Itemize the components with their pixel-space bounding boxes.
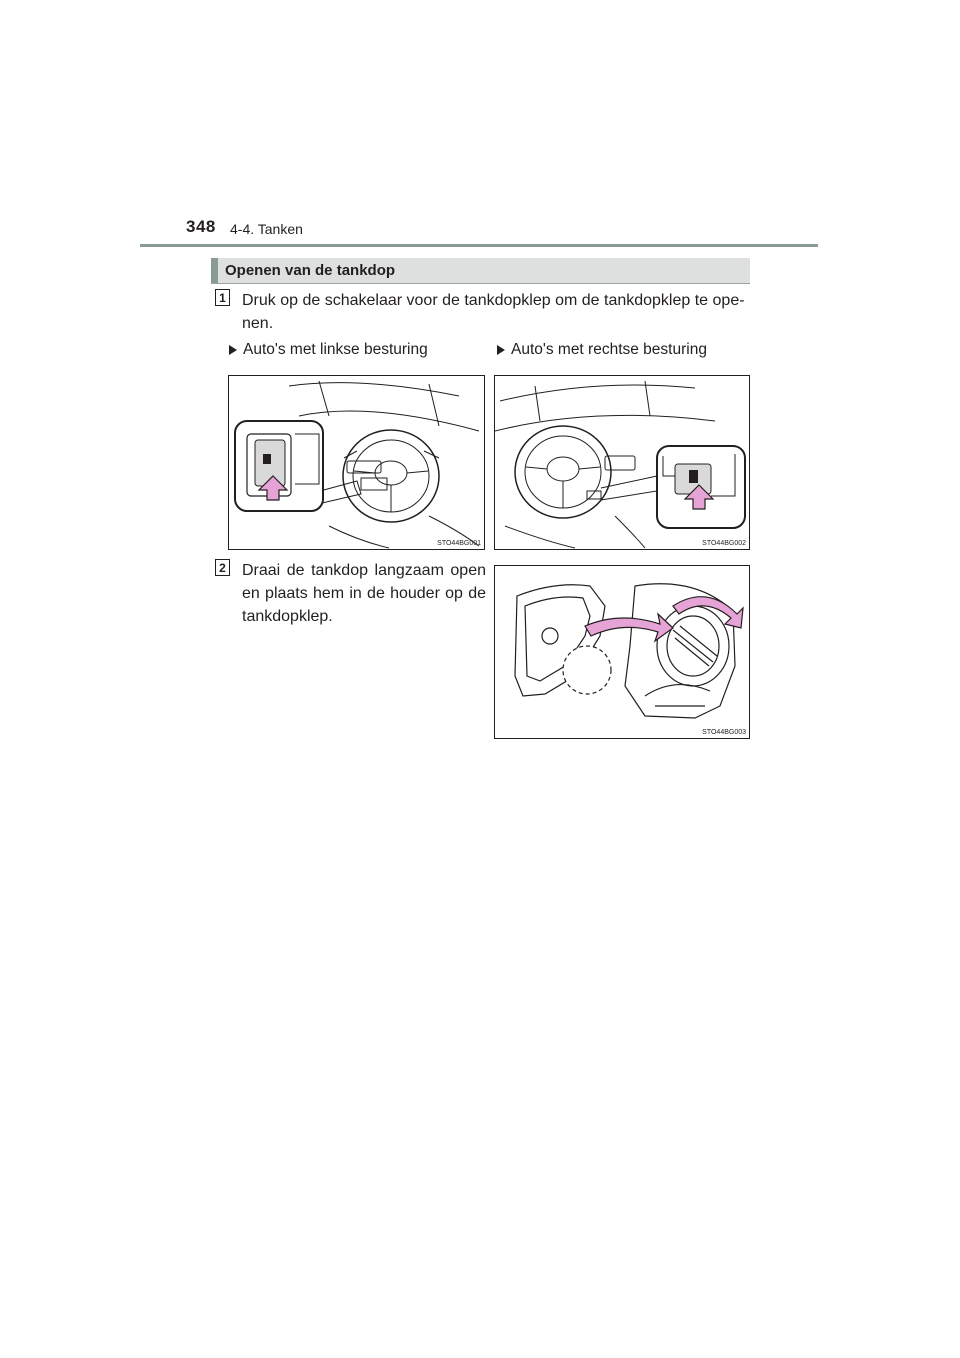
figure-right-hand-drive [494,375,750,550]
triangle-right-icon [497,345,505,355]
bullet-left-label: Auto's met linkse besturing [243,341,428,358]
figure-left-hand-drive [228,375,485,550]
header-rule [140,244,818,247]
bullet-right-hand-drive [497,341,707,359]
step-2-text: Draai de tankdop langzaam open en plaats hem in de houder op de tankdopklep. [242,562,486,625]
dashboard-illustration-right [495,376,749,549]
figure-code: STO44BG001 [437,540,481,547]
step-number-2: 2 [215,559,230,576]
page-number: 348 [186,217,216,236]
bullet-left-hand-drive [229,341,428,359]
step-number-1: 1 [215,289,230,306]
rotate-arrow-icon [673,597,743,628]
section-title: Openen van de tankdop [225,262,396,279]
fuel-cap-illustration [495,566,749,738]
fuel-pump-icon [263,454,271,464]
arrow-to-holder-icon [585,614,673,641]
section-rule [211,283,750,284]
figure-code: STO44BG003 [702,729,746,736]
cap-holder-outline [563,646,611,694]
step-1-text: Druk op de schakelaar voor de tankdopklep om de tankdopklep te ope-nen. [242,292,745,332]
running-head: 4-4. Tanken [230,221,303,237]
fuel-pump-icon [689,470,698,483]
triangle-right-icon [229,345,237,355]
dashboard-illustration-left [229,376,484,549]
figure-fuel-cap [494,565,750,739]
figure-code: STO44BG002 [702,540,746,547]
bullet-right-label: Auto's met rechtse besturing [511,341,707,358]
